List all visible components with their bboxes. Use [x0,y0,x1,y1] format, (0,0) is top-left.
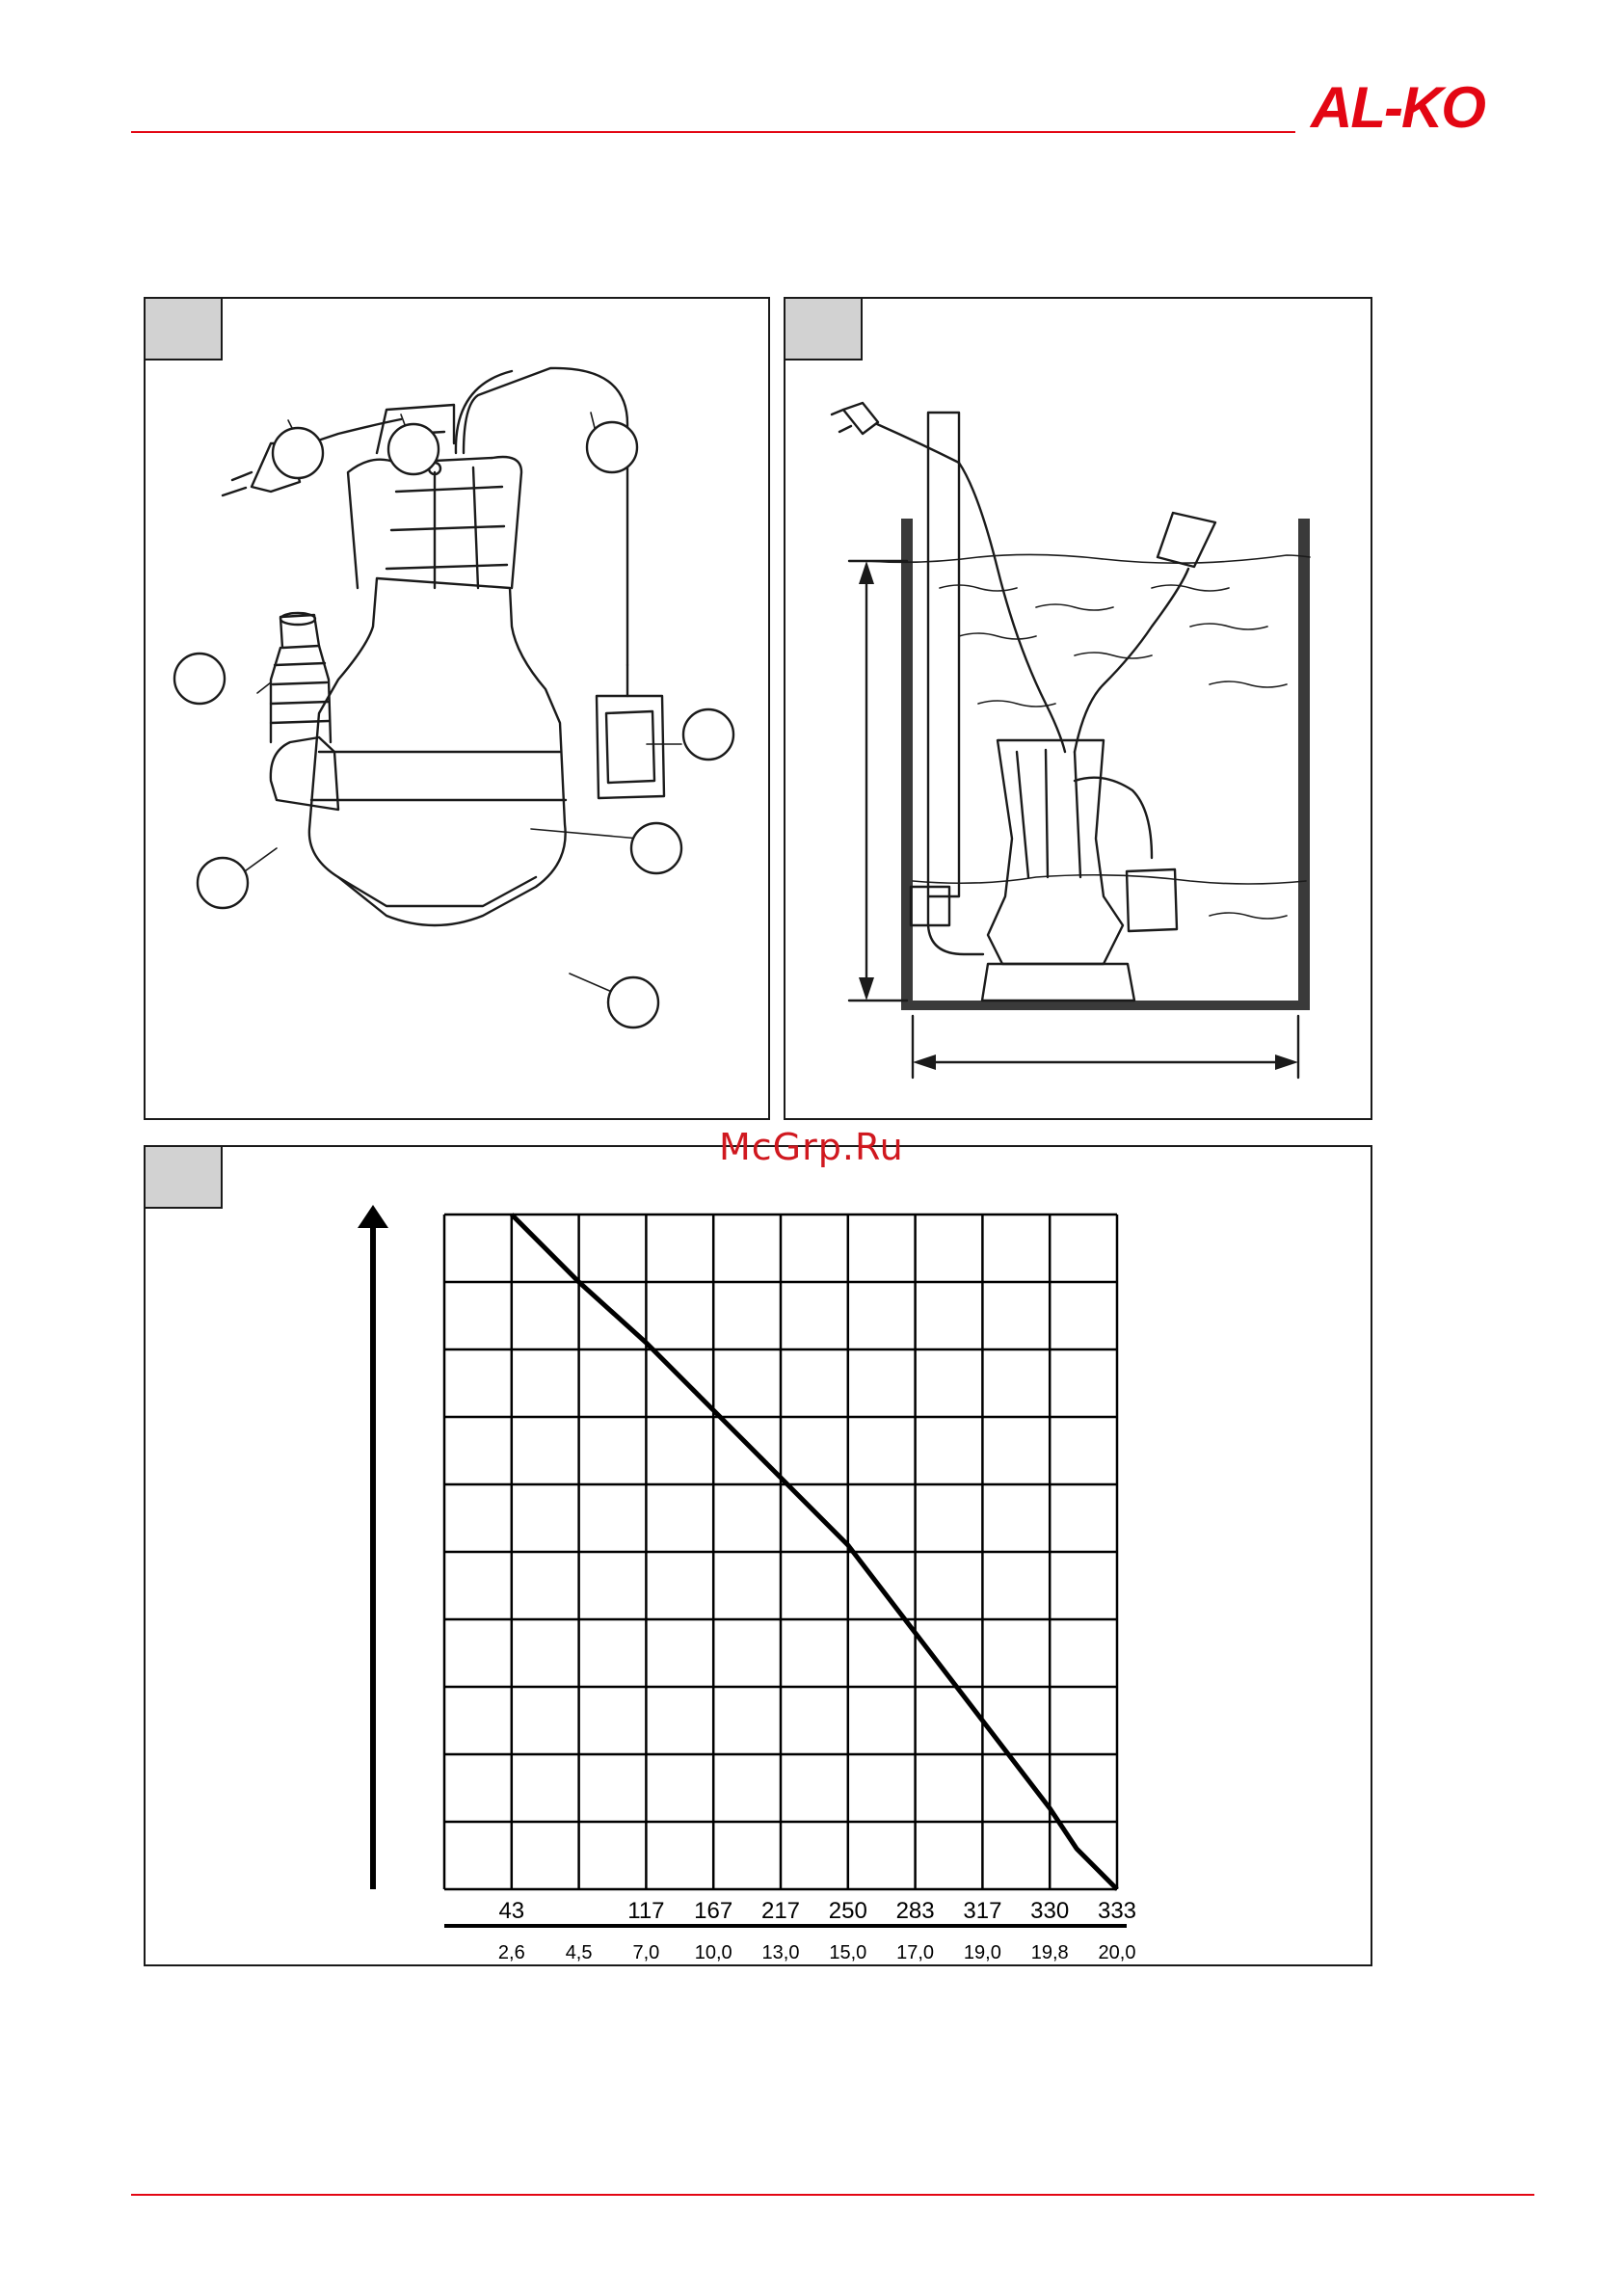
y-axis-arrowhead [358,1205,388,1228]
x-tick-label-head: 2,6 [497,1942,525,1963]
x-tick-label-flow: 117 [627,1898,665,1924]
submersible-pump-icon [146,299,768,1118]
x-tick-label-flow: 317 [963,1898,1002,1924]
pump-in-shaft-icon [785,299,1371,1118]
figure-chart-panel [144,1145,1372,1966]
x-tick-label-head: 17,0 [896,1942,935,1963]
x-tick-label-flow: 283 [895,1898,935,1924]
x-tick-label-flow: 250 [828,1898,867,1924]
x-tick-label-flow: 217 [760,1898,801,1924]
x-tick-label-head: 4,5 [565,1942,593,1963]
x-tick-label-head: 19,8 [1030,1942,1069,1963]
x-tick-label-flow: 43 [498,1898,525,1924]
x-tick-label-flow: 167 [694,1898,733,1924]
x-tick-label-flow: 333 [1097,1898,1137,1924]
figure-pump-panel [144,297,770,1120]
x-tick-label-head: 10,0 [694,1942,732,1963]
brand-logo: AL-KO [1311,75,1484,140]
watermark: McGrp.Ru [719,1126,904,1168]
x-tick-label-head: 13,0 [761,1942,800,1963]
x-tick-label-flow: 330 [1030,1898,1070,1924]
header-rule [131,131,1295,133]
x-tick-label-head: 20,0 [1098,1942,1136,1963]
pump-curve-chart [146,1147,1371,1964]
figure-installation-panel [784,297,1372,1120]
footer-rule [131,2194,1534,2196]
x-tick-label-head: 15,0 [829,1942,867,1963]
x-tick-label-head: 19,0 [963,1942,1001,1963]
x-tick-label-head: 7,0 [632,1942,660,1963]
